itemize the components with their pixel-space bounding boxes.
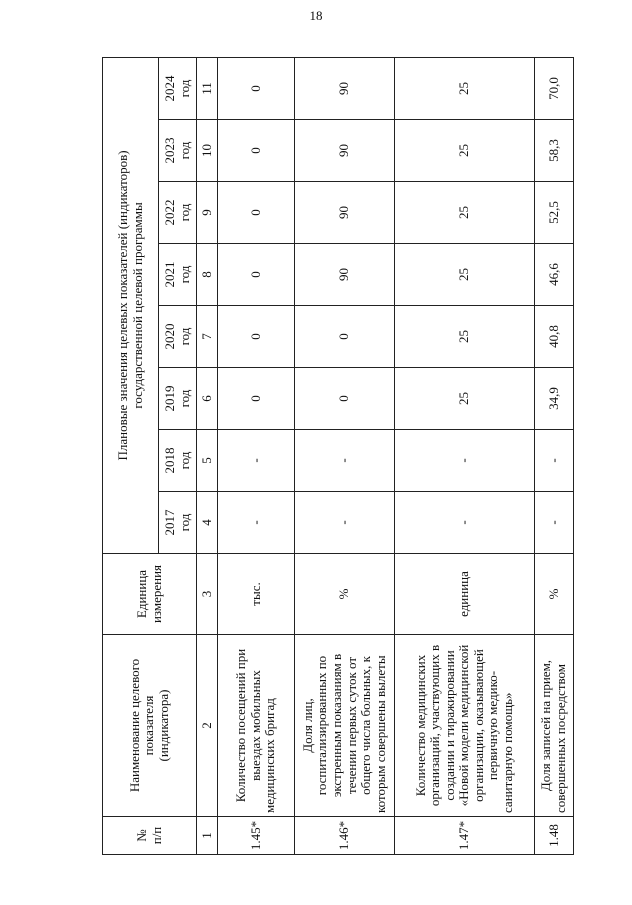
- rotated-table-container: [102, 58, 573, 855]
- value-cell: -: [535, 492, 574, 554]
- value-cell: 25: [395, 244, 535, 306]
- value-cell: 90: [295, 182, 395, 244]
- column-number: 9: [197, 182, 218, 244]
- value-cell: 40,8: [535, 306, 574, 368]
- value-cell: 0: [295, 368, 395, 430]
- table-row: [218, 57, 295, 854]
- unit: %: [295, 554, 395, 635]
- indicator-name: Доля лиц, госпитализированных по экстренным показаниям в течении первых суток от общего числа больных, к которым совершены вылеты: [295, 635, 395, 817]
- header-year: 2021 год: [159, 244, 197, 306]
- header-year: 2020 год: [159, 306, 197, 368]
- column-number: 2: [197, 635, 218, 817]
- row-number: 1.46*: [295, 817, 395, 855]
- header-year: 2018 год: [159, 430, 197, 492]
- indicator-name: Количество посещений при выездах мобильных медицинских бригад: [218, 635, 295, 817]
- value-cell: -: [218, 430, 295, 492]
- column-number: 10: [197, 120, 218, 182]
- value-cell: 25: [395, 182, 535, 244]
- column-number: 6: [197, 368, 218, 430]
- value-cell: 0: [295, 306, 395, 368]
- column-number: 4: [197, 492, 218, 554]
- column-number: 5: [197, 430, 218, 492]
- value-cell: 52,5: [535, 182, 574, 244]
- value-cell: 58,3: [535, 120, 574, 182]
- table-row: [395, 57, 535, 854]
- column-number: 8: [197, 244, 218, 306]
- value-cell: 25: [395, 57, 535, 119]
- header-year: 2023 год: [159, 120, 197, 182]
- header-name: Наименование целевого показателя (индикатора): [103, 635, 197, 817]
- value-cell: 90: [295, 57, 395, 119]
- header-unit: Единица измерения: [103, 554, 197, 635]
- table-row: [535, 57, 574, 854]
- value-cell: 0: [218, 306, 295, 368]
- header-planned-values: Плановые значения целевых показателей (индикаторов) государственной целевой программы: [103, 57, 159, 553]
- indicators-table: [102, 57, 574, 855]
- value-cell: 0: [218, 120, 295, 182]
- column-number: 3: [197, 554, 218, 635]
- value-cell: -: [295, 492, 395, 554]
- column-number-row: [197, 57, 218, 854]
- value-cell: -: [295, 430, 395, 492]
- value-cell: 0: [218, 182, 295, 244]
- value-cell: 34,9: [535, 368, 574, 430]
- value-cell: 46,6: [535, 244, 574, 306]
- value-cell: 25: [395, 368, 535, 430]
- column-number: 11: [197, 57, 218, 119]
- value-cell: 90: [295, 244, 395, 306]
- indicator-name: Доля записей на прием, совершенных посредством: [535, 635, 574, 817]
- header-row-1: [103, 57, 159, 854]
- value-cell: 25: [395, 306, 535, 368]
- value-cell: 0: [218, 368, 295, 430]
- value-cell: 25: [395, 120, 535, 182]
- rotated-table-inner: [102, 58, 573, 855]
- unit: единица: [395, 554, 535, 635]
- header-num: № п/п: [103, 817, 197, 855]
- header-year: 2024 год: [159, 57, 197, 119]
- value-cell: -: [218, 492, 295, 554]
- value-cell: -: [395, 492, 535, 554]
- indicator-name: Количество медицинских организаций, участвующих в создании и тиражировании «Новой модели медицинской организации, оказывающей первичную медико-санитарную помощь»: [395, 635, 535, 817]
- value-cell: 0: [218, 57, 295, 119]
- column-number: 7: [197, 306, 218, 368]
- row-number: 1.48: [535, 817, 574, 855]
- header-year: 2019 год: [159, 368, 197, 430]
- header-year: 2017 год: [159, 492, 197, 554]
- unit: %: [535, 554, 574, 635]
- value-cell: -: [535, 430, 574, 492]
- table-row: [295, 57, 395, 854]
- value-cell: 90: [295, 120, 395, 182]
- row-number: 1.47*: [395, 817, 535, 855]
- row-number: 1.45*: [218, 817, 295, 855]
- column-number: 1: [197, 817, 218, 855]
- page-number: 18: [309, 8, 323, 23]
- unit: тыс.: [218, 554, 295, 635]
- header-year: 2022 год: [159, 182, 197, 244]
- value-cell: 0: [218, 244, 295, 306]
- value-cell: -: [395, 430, 535, 492]
- value-cell: 70,0: [535, 57, 574, 119]
